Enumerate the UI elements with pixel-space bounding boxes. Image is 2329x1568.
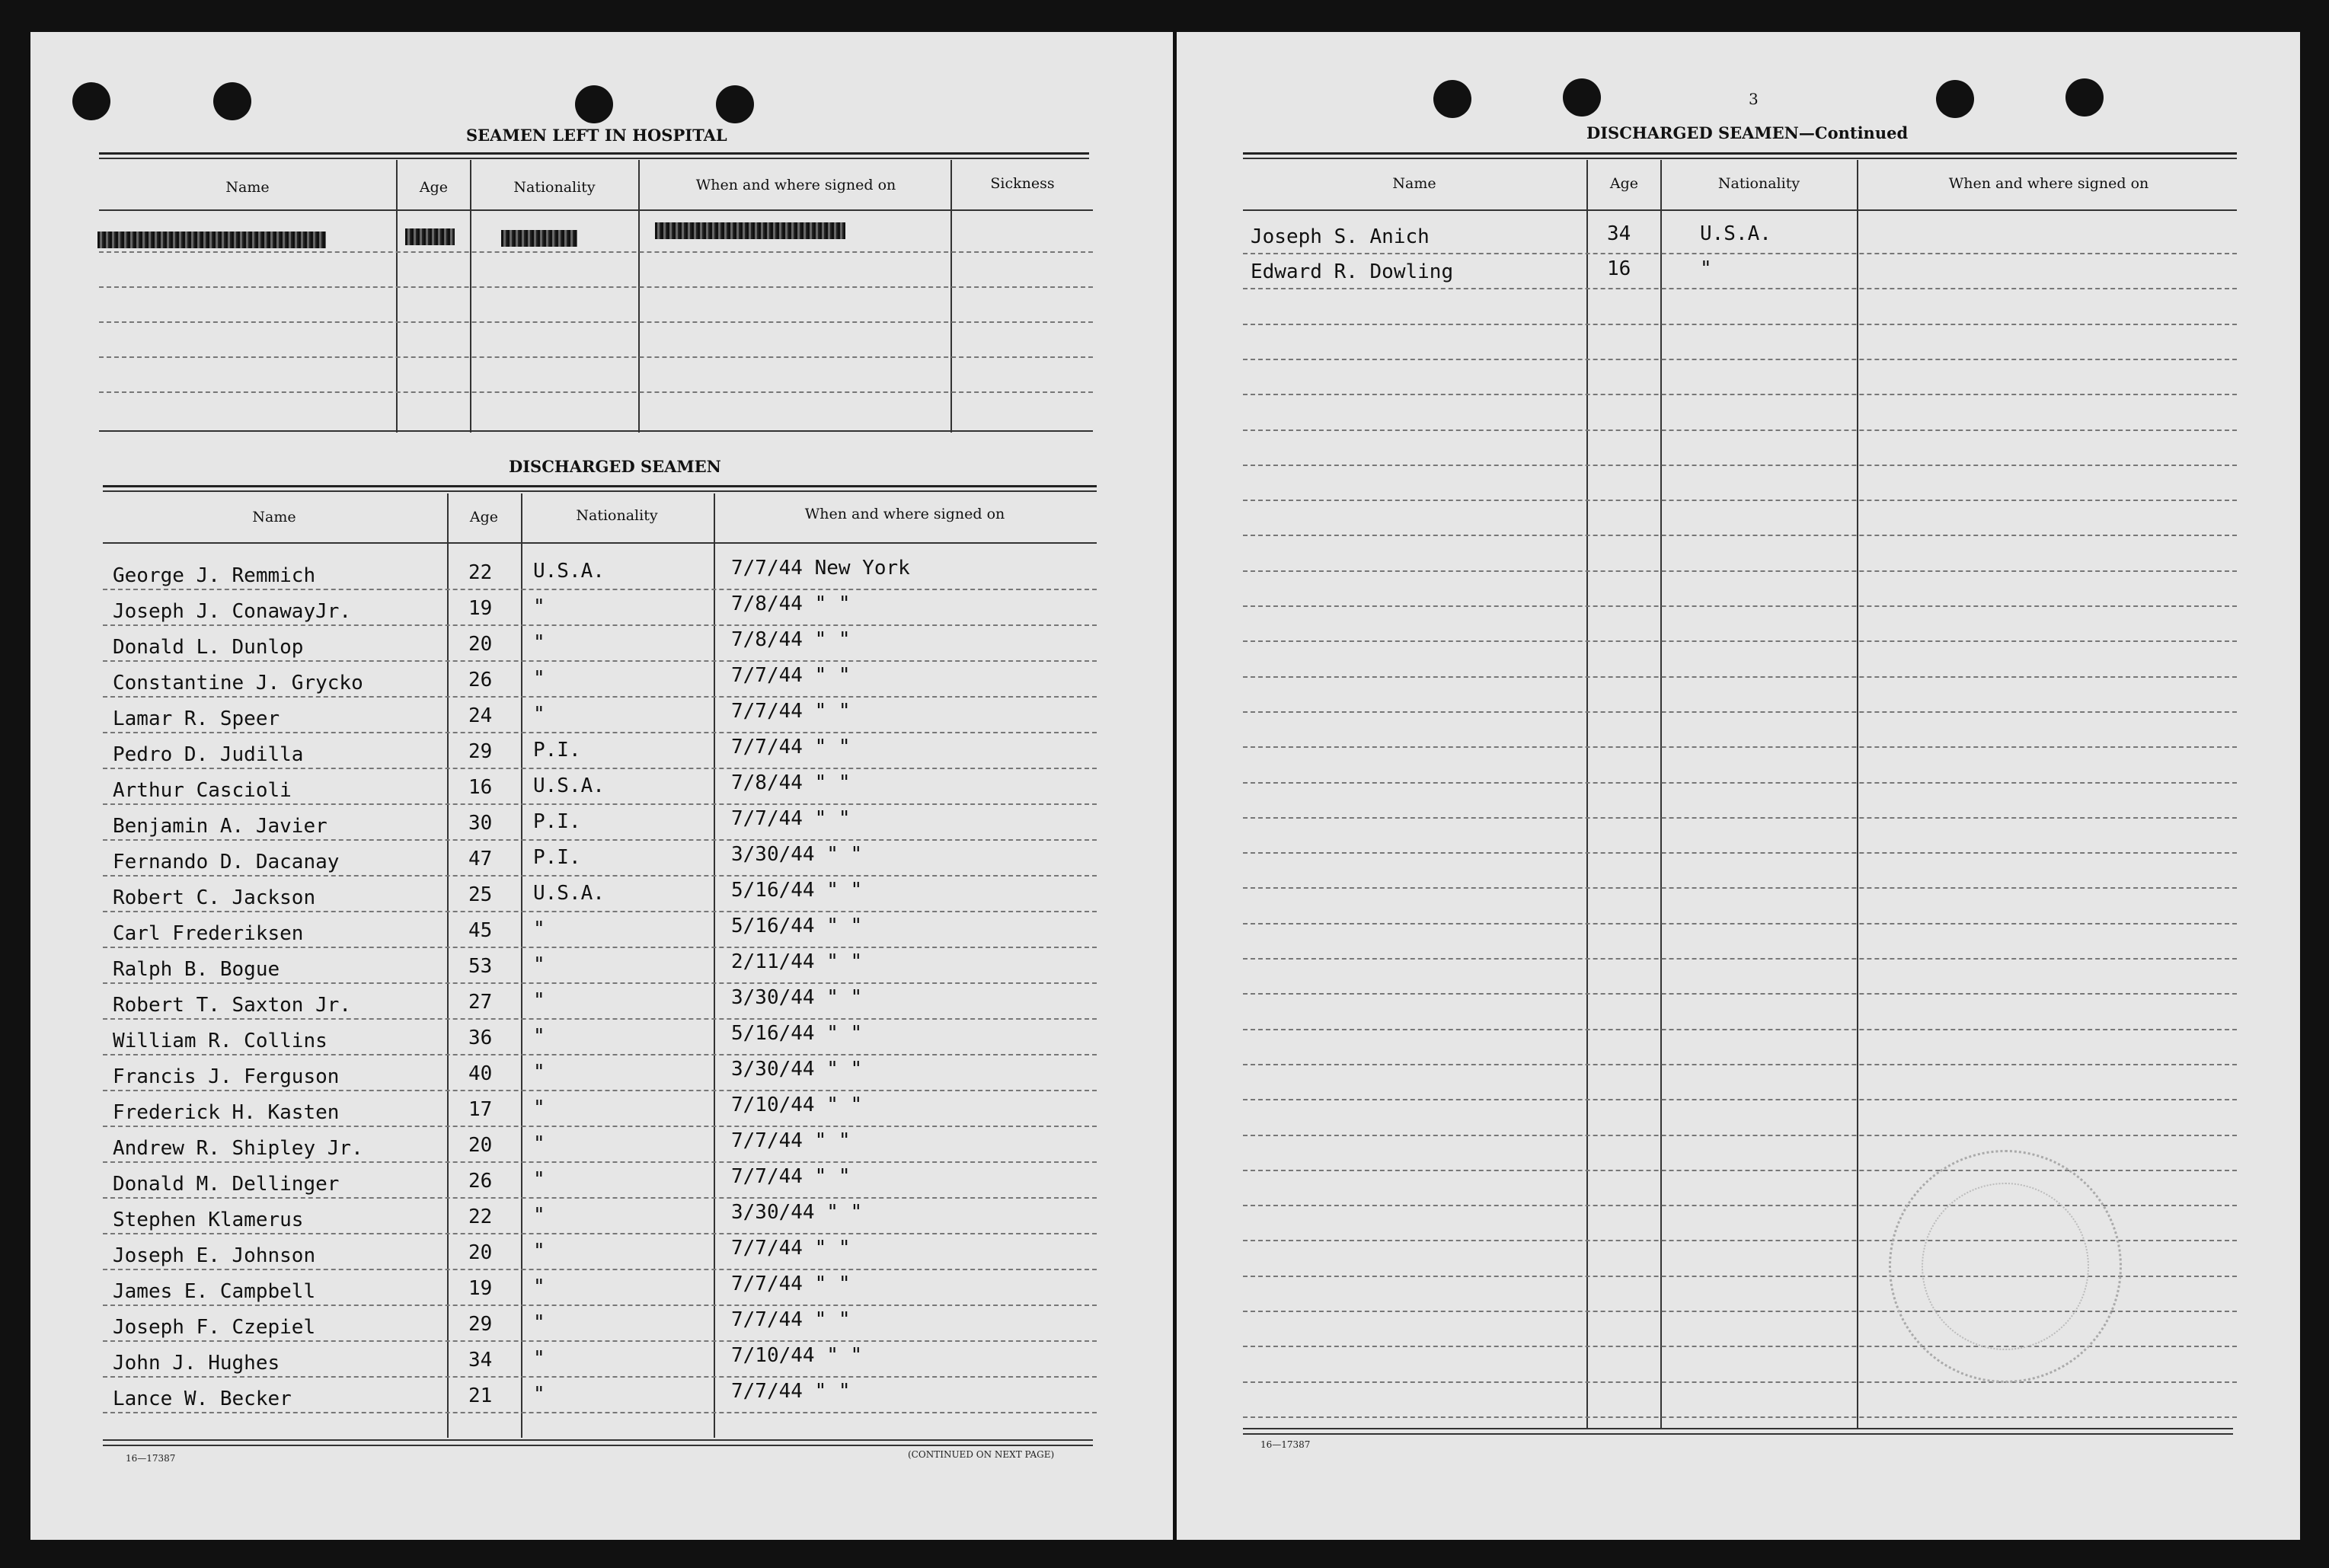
hospital-col-name: Name — [225, 179, 270, 196]
right-col-age: Age — [1609, 175, 1639, 192]
hospital-title: SEAMEN LEFT IN HOSPITAL — [466, 126, 727, 145]
row-signed: 5/16/44 " " — [731, 879, 863, 902]
row-rule — [103, 589, 1097, 590]
row-rule — [1243, 676, 2237, 678]
right-bottom-rule-2 — [1243, 1433, 2233, 1435]
row-rule — [103, 1090, 1097, 1091]
row-signed: 7/8/44 " " — [731, 592, 851, 615]
right-col-nationality: Nationality — [1717, 175, 1800, 192]
row-rule — [103, 1161, 1097, 1163]
row-age: 19 — [468, 1277, 493, 1300]
discharged-bottom-rule — [103, 1439, 1093, 1441]
row-age: 19 — [468, 597, 493, 620]
row-signed: 3/30/44 " " — [731, 986, 863, 1009]
row-nationality: " — [1700, 257, 1712, 281]
continued-title-main: DISCHARGED SEAMEN — [1586, 123, 1799, 142]
row-signed: 7/7/44 " " — [731, 664, 851, 687]
row-age: 29 — [468, 1313, 493, 1336]
discharged-divider — [714, 493, 715, 1438]
row-nationality: U.S.A. — [1700, 222, 1772, 245]
page-number: 3 — [1749, 90, 1759, 108]
row-signed: 3/30/44 " " — [731, 843, 863, 866]
row-signed: 3/30/44 " " — [731, 1058, 863, 1081]
row-age: 20 — [468, 633, 493, 656]
continued-title — [1586, 123, 1908, 142]
row-signed: 7/7/44 " " — [731, 700, 851, 723]
right-col-signed: When and where signed on — [1948, 175, 2149, 192]
row-rule — [103, 1018, 1097, 1020]
row-nationality: " — [533, 1240, 545, 1263]
row-age: 20 — [468, 1241, 493, 1264]
row-rule — [1243, 1416, 2237, 1418]
row-rule — [1243, 288, 2237, 289]
row-nationality: " — [533, 1025, 545, 1048]
row-rule — [1243, 1099, 2237, 1100]
discharged-divider — [521, 493, 522, 1438]
punch-hole — [1433, 80, 1471, 118]
row-rule — [103, 624, 1097, 626]
row-rule — [1243, 535, 2237, 536]
right-divider — [1857, 160, 1858, 1428]
row-name: Carl Frederiksen — [113, 922, 304, 945]
row-age: 34 — [1607, 222, 1631, 245]
row-name: Benjamin A. Javier — [113, 815, 327, 838]
redacted-age — [405, 228, 455, 245]
row-name: Donald L. Dunlop — [113, 636, 304, 659]
punch-hole — [213, 82, 251, 120]
row-signed: 7/10/44 " " — [731, 1094, 863, 1116]
row-age: 47 — [468, 848, 493, 870]
row-rule — [103, 839, 1097, 841]
hospital-top-rule-2 — [99, 158, 1089, 159]
right-divider — [1660, 160, 1662, 1428]
row-rule — [1243, 570, 2237, 572]
hospital-col-nationality: Nationality — [513, 179, 596, 196]
row-rule — [1243, 1064, 2237, 1065]
row-signed: 7/7/44 " " — [731, 1308, 851, 1331]
row-rule — [1243, 253, 2237, 254]
row-nationality: U.S.A. — [533, 774, 605, 797]
row-rule — [1243, 324, 2237, 325]
row-name: Joseph J. ConawayJr. — [113, 600, 352, 623]
row-age: 29 — [468, 740, 493, 763]
row-age: 27 — [468, 991, 493, 1014]
row-rule — [103, 1233, 1097, 1234]
row-name: Robert C. Jackson — [113, 886, 316, 909]
right-top-rule-2 — [1243, 158, 2237, 159]
row-nationality: " — [533, 703, 545, 726]
row-name: Frederick H. Kasten — [113, 1101, 340, 1124]
punch-hole — [72, 82, 110, 120]
right-divider — [1586, 160, 1588, 1428]
row-signed: 7/10/44 " " — [731, 1344, 863, 1367]
continued-title-suffix: —Continued — [1798, 123, 1909, 142]
hospital-top-rule — [99, 152, 1089, 155]
row-age: 26 — [468, 669, 493, 691]
row-rule — [103, 982, 1097, 984]
row-rule — [1243, 465, 2237, 466]
redacted-nationality — [501, 230, 577, 247]
row-nationality: " — [533, 953, 545, 976]
row-age: 30 — [468, 812, 493, 835]
continued-note: (CONTINUED ON NEXT PAGE) — [908, 1449, 1055, 1460]
row-age: 24 — [468, 704, 493, 727]
row-name: Pedro D. Judilla — [113, 743, 304, 766]
row-name: Edward R. Dowling — [1251, 260, 1454, 284]
discharged-top-rule-2 — [103, 490, 1097, 492]
row-nationality: " — [533, 631, 545, 654]
row-rule — [99, 286, 1093, 288]
row-name: George J. Remmich — [113, 564, 316, 587]
row-name: Andrew R. Shipley Jr. — [113, 1137, 363, 1160]
row-rule — [103, 1305, 1097, 1306]
right-top-rule — [1243, 152, 2237, 155]
hospital-col-age: Age — [419, 179, 449, 196]
row-name: Arthur Cascioli — [113, 779, 292, 802]
row-name: Joseph S. Anich — [1251, 225, 1430, 248]
row-name: Stephen Klamerus — [113, 1209, 304, 1231]
row-age: 20 — [468, 1134, 493, 1157]
row-rule — [103, 1126, 1097, 1127]
redacted-signed — [655, 222, 845, 239]
faded-stamp — [1889, 1150, 2122, 1383]
discharged-bottom-rule-2 — [103, 1445, 1093, 1446]
row-nationality: " — [533, 1132, 545, 1155]
row-signed: 7/8/44 " " — [731, 771, 851, 794]
hospital-col-signed: When and where signed on — [695, 177, 896, 193]
row-signed: 7/7/44 " " — [731, 1380, 851, 1403]
row-rule — [1243, 817, 2237, 819]
row-rule — [1243, 1170, 2237, 1171]
row-signed: 5/16/44 " " — [731, 915, 863, 937]
punch-hole — [716, 85, 754, 123]
hospital-col-sickness: Sickness — [990, 175, 1055, 192]
row-rule — [1243, 782, 2237, 784]
discharged-col-nationality: Nationality — [576, 507, 658, 524]
row-nationality: P.I. — [533, 846, 581, 869]
row-rule — [1243, 359, 2237, 360]
row-nationality: " — [533, 989, 545, 1012]
row-rule — [103, 1412, 1097, 1413]
row-rule — [103, 1269, 1097, 1270]
row-rule — [1243, 1381, 2237, 1383]
row-signed: 2/11/44 " " — [731, 950, 863, 973]
row-rule — [1243, 887, 2237, 889]
row-name: Ralph B. Bogue — [113, 958, 280, 981]
row-rule — [103, 1197, 1097, 1199]
row-name: Joseph F. Czepiel — [113, 1316, 316, 1339]
right-header-rule — [1243, 209, 2237, 211]
row-rule — [103, 1376, 1097, 1378]
row-signed: 7/7/44 " " — [731, 736, 851, 758]
row-rule — [1243, 394, 2237, 395]
row-rule — [1243, 605, 2237, 607]
row-age: 25 — [468, 883, 493, 906]
row-nationality: " — [533, 1204, 545, 1227]
right-form-number: 16—17387 — [1260, 1439, 1311, 1450]
row-rule — [103, 732, 1097, 733]
row-signed: 7/7/44 " " — [731, 1273, 851, 1295]
right-col-name: Name — [1392, 175, 1436, 192]
row-rule — [103, 1054, 1097, 1055]
row-nationality: " — [533, 1168, 545, 1191]
row-rule — [99, 251, 1093, 253]
discharged-col-age: Age — [469, 509, 499, 525]
row-nationality: P.I. — [533, 739, 581, 762]
row-signed: 5/16/44 " " — [731, 1022, 863, 1045]
row-rule — [1243, 1029, 2237, 1030]
row-age: 22 — [468, 561, 493, 584]
row-nationality: " — [533, 918, 545, 940]
row-age: 21 — [468, 1384, 493, 1407]
row-rule — [103, 768, 1097, 769]
row-nationality: " — [533, 667, 545, 690]
row-nationality: " — [533, 1383, 545, 1406]
row-nationality: " — [533, 1061, 545, 1084]
row-name: Joseph E. Johnson — [113, 1244, 316, 1267]
row-rule — [1243, 923, 2237, 925]
discharged-title: DISCHARGED SEAMEN — [509, 457, 721, 476]
row-signed: 7/7/44 New York — [731, 557, 910, 580]
discharged-header-rule — [103, 542, 1097, 544]
row-name: Lance W. Becker — [113, 1388, 292, 1410]
row-age: 36 — [468, 1027, 493, 1049]
row-rule — [103, 875, 1097, 877]
right-bottom-rule — [1243, 1428, 2233, 1429]
row-rule — [99, 391, 1093, 393]
row-name: James E. Campbell — [113, 1280, 316, 1303]
row-name: Robert T. Saxton Jr. — [113, 994, 352, 1017]
row-nationality: U.S.A. — [533, 882, 605, 905]
row-rule — [103, 696, 1097, 698]
punch-hole — [575, 85, 613, 123]
row-rule — [1243, 500, 2237, 501]
row-nationality: " — [533, 1097, 545, 1119]
punch-hole — [2065, 78, 2104, 117]
row-rule — [1243, 993, 2237, 995]
row-name: William R. Collins — [113, 1030, 327, 1052]
row-rule — [103, 803, 1097, 805]
row-signed: 7/7/44 " " — [731, 1237, 851, 1260]
row-signed: 7/7/44 " " — [731, 1165, 851, 1188]
discharged-divider — [447, 493, 449, 1438]
redacted-name — [97, 232, 326, 248]
row-rule — [103, 947, 1097, 948]
row-nationality: " — [533, 596, 545, 618]
row-age: 34 — [468, 1349, 493, 1372]
row-rule — [1243, 1135, 2237, 1136]
row-nationality: P.I. — [533, 810, 581, 833]
row-rule — [1243, 746, 2237, 748]
discharged-col-name: Name — [252, 509, 296, 525]
row-rule — [1243, 852, 2237, 854]
row-rule — [1243, 958, 2237, 960]
row-signed: 7/7/44 " " — [731, 1129, 851, 1152]
discharged-top-rule — [103, 485, 1097, 487]
row-name: John J. Hughes — [113, 1352, 280, 1375]
row-age: 22 — [468, 1206, 493, 1228]
row-signed: 7/7/44 " " — [731, 807, 851, 830]
row-rule — [1243, 640, 2237, 642]
hospital-bottom-rule — [99, 430, 1093, 432]
row-age: 26 — [468, 1170, 493, 1193]
row-name: Constantine J. Grycko — [113, 672, 363, 695]
right-page — [1177, 32, 2300, 1540]
row-name: Fernando D. Dacanay — [113, 851, 340, 873]
row-nationality: " — [533, 1347, 545, 1370]
left-form-number: 16—17387 — [126, 1453, 176, 1464]
punch-hole — [1563, 78, 1601, 117]
row-rule — [99, 356, 1093, 358]
row-nationality: " — [533, 1311, 545, 1334]
row-rule — [103, 911, 1097, 912]
row-age: 53 — [468, 955, 493, 978]
row-rule — [103, 1340, 1097, 1342]
row-nationality: U.S.A. — [533, 560, 605, 583]
row-age: 45 — [468, 919, 493, 942]
discharged-col-signed: When and where signed on — [804, 506, 1005, 522]
row-rule — [1243, 711, 2237, 713]
row-name: Lamar R. Speer — [113, 707, 280, 730]
row-signed: 3/30/44 " " — [731, 1201, 863, 1224]
row-name: Donald M. Dellinger — [113, 1173, 340, 1196]
row-rule — [1243, 430, 2237, 431]
row-rule — [99, 321, 1093, 323]
row-signed: 7/8/44 " " — [731, 628, 851, 651]
row-nationality: " — [533, 1276, 545, 1298]
row-age: 17 — [468, 1098, 493, 1121]
row-rule — [103, 660, 1097, 662]
row-age: 40 — [468, 1062, 493, 1085]
row-age: 16 — [468, 776, 493, 799]
hospital-header-rule — [99, 209, 1093, 211]
punch-hole — [1936, 80, 1974, 118]
row-name: Francis J. Ferguson — [113, 1065, 340, 1088]
row-age: 16 — [1607, 257, 1631, 281]
